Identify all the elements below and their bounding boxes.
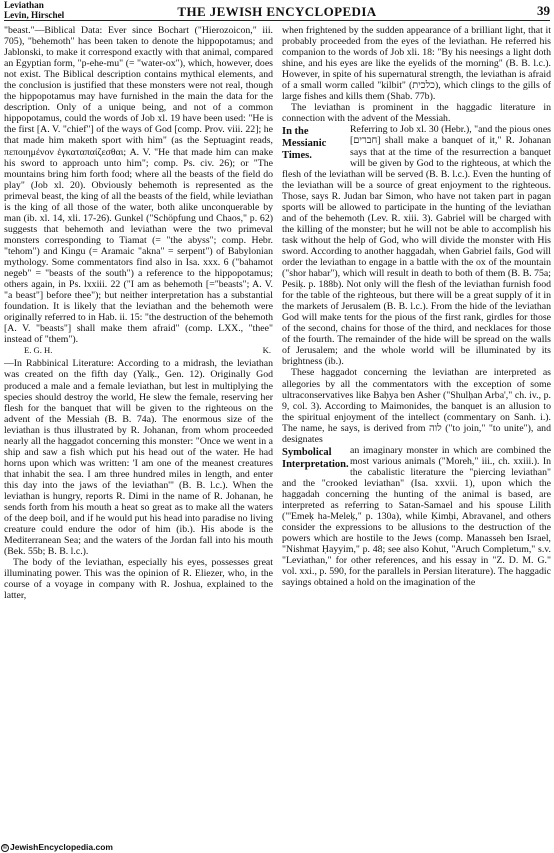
running-head-first-word: Leviathan: [4, 0, 44, 10]
site-footer[interactable]: [1, 842, 113, 852]
site-name: JewishEncyclopedia.com: [10, 842, 113, 852]
left-column: [4, 25, 273, 601]
illuminating-power-paragraph: The body of the leviathan, especially his eyes, possesses great illuminating power. This was the opinion of R. Eliezer, who, in the course of a voyage in company with R. Joshua, explained to the latter,: [4, 557, 273, 602]
right-column: [282, 25, 551, 588]
allegory-paragraph: These haggadot concerning the leviathan are interpreted as allegories by all the commentators with the exception of some ultraconservatives like Baḥya ben Asher ("Shulḥan Arba'," ch. iv., p. 9, col. 3). According to Maimonides, the banquet is an allusion to the spiritual enjoyment of the intellect (commentary on Sanh. i.). The name, he says, is derived from לוה ("to join," "to unite"), and designates: [282, 367, 551, 445]
signature-author: K.: [262, 345, 271, 356]
rabbinical-literature-paragraph: —In Rabbinical Literature: According to a midrash, the leviathan was created on the fifth day (Yalḳ., Gen. 12). Originally God produced a male and a female leviathan, but lest in multiplying the species should destroy the world, He slew the female, reserving her flesh for the banquet that will be given to the righteous on the advent of the Messiah (B. B. 74a). The enormous size of the leviathan is thus illustrated by R. Johanan, from whom proceeded nearly all the haggadot concerning this monster: "Once we went in a ship and saw a fish which put his head out of the water. He had horns upon which was written: 'I am one of the meanest creatures that inhabit the sea. I am three hundred miles in length, and enter this day into the jaws of the leviathan'" (B. B. l.c.). When the leviathan is hungry, reports R. Dimi in the name of R. Johanan, he sends forth from his mouth a heat so great as to make all the waters of the deep boil, and if he would put his head into paradise no living creature could endure the odor of him (ib.). His abode is the Mediterranean Sea; and the waters of the Jordan fall into his mouth (Bek. 55b; B. B. l.c.).: [4, 358, 273, 558]
copyright-icon: ©: [2, 844, 8, 851]
biblical-data-paragraph: "beast."—Biblical Data: Ever since Bochart ("Hierozoicon," iii. 705), "behemoth" has been taken to denote the hippopotamus; and Jablonski, to make it correspond exactly with that animal, compared an Egyptian form, "p-ehe-mu" (= "water-ox"), which, however, does not exist. The Biblical description contains mythical elements, and the conclusion is justified that these monsters were not real, though the hippopotamus may have furnished in the main the data for the description. Only of a unique being, and not of a common hippopotamus, could the words of Job xl. 19 have been used: "He is the first [A. V. "chief"] of the ways of God [comp. Prov. viii. 22]; he that made him maketh sport with him" (as the Septuagint reads, πεποιημένον ἐγκαταπαίζεσθαι; A. V. "He that made him can make his sword to approach unto him"; comp. Ps. civ. 26); or "The mountains bring him forth food; where all the beasts of the field do play" (Job xl. 20). Obviously behemoth is represented as the primeval beast, the king of all the beasts of the field, while leviathan is the king of all those of the water, both alike unconquerable by man (ib. xl. 14, xli. 17-26). Gunkel ("Schöpfung und Chaos," p. 62) suggests that behemoth and leviathan were the two primeval monsters corresponding to Tiamat (= "the abyss"; comp. Hebr. "tehom") and Kingu (= Aramaic "akna" = serpent") of Babylonian mythology. Some commentators find also in Isa. xxx. 6 ("bahamot negeb" = "beasts of the south") a reference to the hippopotamus; others again, in Ps. lxxiii. 22 ("I am as behemoth [="beasts"; A. V. "a beast"] before thee"); but neither interpretation has a substantial foundation. It is likely that the leviathan and the behemoth were originally referred to in Hab. ii. 15: "the destruction of the behemoth [A. V. "beasts"] shall make them afraid" (comp. LXX., "thee" instead of "them").: [4, 25, 273, 346]
page-number: 39: [537, 3, 550, 18]
author-signature: [4, 345, 273, 356]
journal-title: THE JEWISH ENCYCLOPEDIA: [177, 4, 377, 19]
messianic-banquet-paragraph: Referring to Job xl. 30 (Hebr.), "and the pious ones [חברים] shall make a banquet of it," R. Johanan says that at the time of the resurrection a banquet will be given by God to the righteous, at which the flesh of the leviathan will be served (B. B. l.c.). Even the hunting of the leviathan will be a source of great enjoyment to the righteous. Those, says R. Judan bar Simon, who have not taken part in pagan sports will be allowed to participate in the hunting of the leviathan and of the behemoth (Lev. R. xiii. 3). Gabriel will be charged with the killing of the monster; but he will not be able to accomplish his task without the help of God, who will divide the monster with His sword. According to another haggadah, when Gabriel fails, God will order the leviathan to engage in a battle with the ox of the mountain ("shor habar"), which will result in death to both of them (B. B. 75a; Pesiḳ. p. 188b). Not only will the flesh of the leviathan furnish food for the table of the righteous, but there will be a great supply of it in the markets of Jerusalem (B. B. l.c.). From the hide of the leviathan God will make tents for the pious of the first rank, girdles for those of the second, chains for those of the third, and necklaces for those of the fourth. The remainder of the hide will be spread on the walls of Jerusalem; and the whole world will be illuminated by its brightness (ib.).: [282, 124, 551, 368]
sidenote-symbolical-interpretation: Symbolical Interpretation.: [282, 446, 349, 470]
signature-initials: E. G. H.: [24, 345, 53, 356]
sidenote-messianic-times: In the Messianic Times.: [282, 126, 327, 162]
cabalistic-paragraph: an imaginary monster in which are combined the most various animals ("Moreh," iii., ch. xxiii.). In the cabalistic literature the "piercing leviathan" and the "crooked leviathan" (Isa. xxvii. 1), upon which the haggadah concerning the hunting of the animal is based, are interpreted as referring to Satan-Samael and his spouse Lilith ("'Emeḳ ha-Meleḳ," p. 130a), while Ḳimḥi, Abravanel, and others consider the expressions to be allusions to the destruction of the powers which are hostile to the Jews (comp. Manasseh ben Israel, "Nishmat Ḥayyim," p. 48; see also Kohut, "Aruch Completum," s.v. "Leviathan," for other references, and his essay in "Z. D. M. G." vol. xxi., p. 590, for the parallels in Persian literature). The haggadic sayings obtained a hold on the imagination of the: [282, 444, 551, 589]
running-head-last-word: Levin, Hirschel: [4, 9, 65, 20]
messiah-intro-paragraph: The leviathan is prominent in the haggadic literature in connection with the advent of the Messiah.: [282, 102, 551, 125]
continuation-paragraph: when frightened by the sudden appearance of a brilliant light, that it probably proceeded from the eyes of the leviathan. He referred his companion to the words of Job xli. 18: "By his neesings a light doth shine, and his eyes are like the eyelids of the morning" (B. B. l.c.). However, in spite of his supernatural strength, the leviathan is afraid of a small worm called "kilbit" (כלכית), which clings to the gills of large fishes and kills them (Shab. 77b).: [282, 25, 551, 103]
page-header: [4, 1, 550, 21]
